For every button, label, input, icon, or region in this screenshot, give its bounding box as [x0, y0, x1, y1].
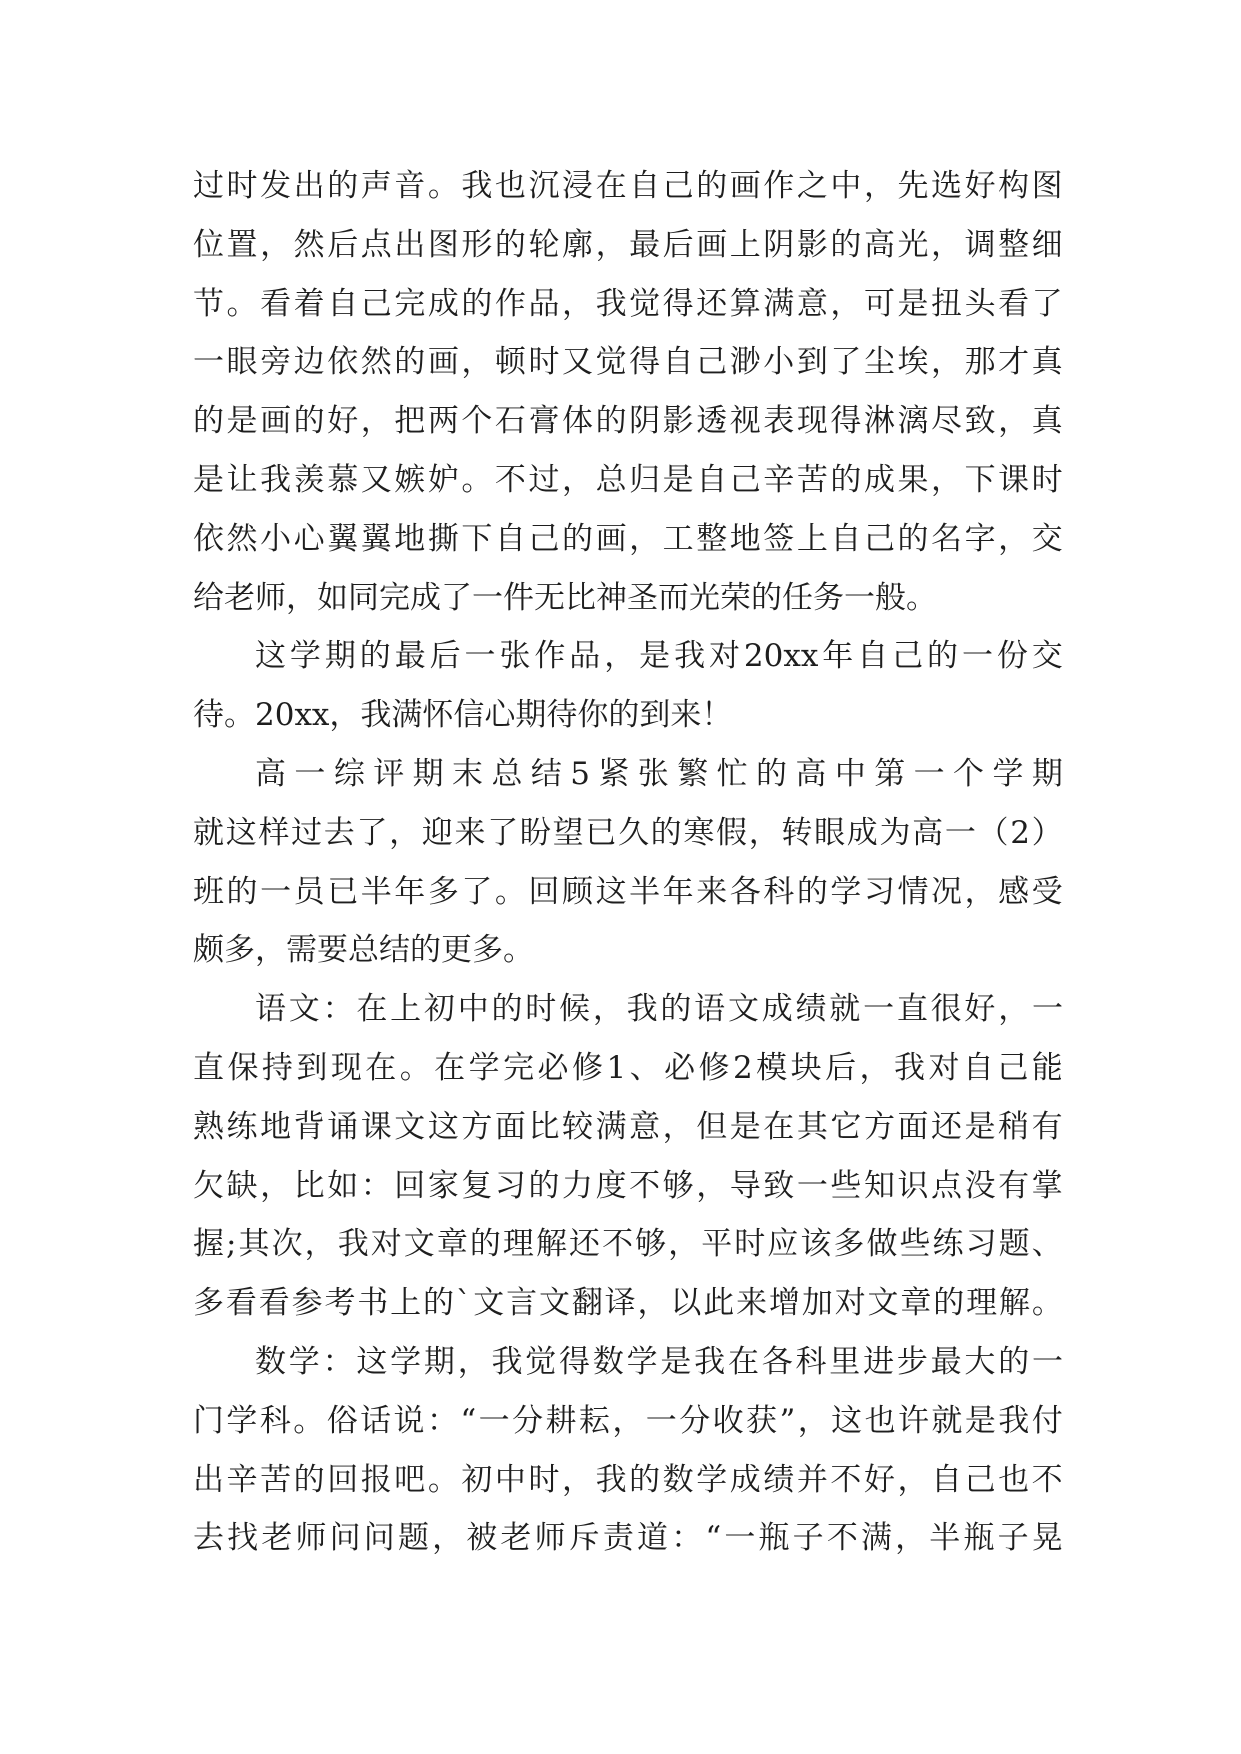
text-line: 数 学 ： 这 学 期 ， 我 觉 得 数 学 是 我 在 各 科 里 进 步 最 大 的 一	[255, 1343, 1063, 1380]
text-line: 待。20xx，我满怀信心期待你的到来！	[193, 697, 733, 734]
text-line: 位 置 ， 然 后 点 出 图 形 的 轮 廓 ， 最 后 画 上 阴 影 的 高 光 ， 调 整 细	[193, 226, 1063, 263]
text-line: 班 的 一 员 已 半 年 多 了 。 回 顾 这 半 年 来 各 科 的 学 习 情 况 ， 感 受	[193, 873, 1063, 910]
text-line: 的 是 画 的 好 ， 把 两 个 石 膏 体 的 阴 影 透 视 表 现 得 淋 漓 尽 致 ， 真	[193, 403, 1063, 440]
text-line: 语 文 ： 在 上 初 中 的 时 候 ， 我 的 语 文 成 绩 就 一 直 很 好 ， 一	[255, 991, 1063, 1028]
text-line: 一 眼 旁 边 依 然 的 画 ， 顿 时 又 觉 得 自 己 渺 小 到 了 尘 埃 ， 那 才 真	[193, 344, 1063, 381]
text-line: 去 找 老 师 问 问 题 ， 被 老 师 斥 责 道 ： “ 一 瓶 子 不 满 ， 半 瓶 子 晃	[193, 1520, 1063, 1557]
text-line: 门 学 科 。 俗 话 说 ： “ 一 分 耕 耘 ， 一 分 收 获 ” ， 这 也 许 就 是 我 付	[193, 1402, 1063, 1439]
text-line: 过 时 发 出 的 声 音 。 我 也 沉 浸 在 自 己 的 画 作 之 中 ， 先 选 好 构 图	[193, 168, 1063, 204]
document-body	[193, 157, 1063, 1568]
text-line: 出 辛 苦 的 回 报 吧 。 初 中 时 ， 我 的 数 学 成 绩 并 不 好 ， 自 己 也 不	[193, 1461, 1063, 1498]
text-line: 给老师，如同完成了一件无比神圣而光荣的任务一般。	[193, 579, 937, 616]
text-line: 这 学 期 的 最 后 一 张 作 品 ， 是 我 对 20xx 年 自 己 的 一 份 交	[255, 638, 1063, 675]
text-line: 节 。 看 着 自 己 完 成 的 作 品 ， 我 觉 得 还 算 满 意 ， 可 是 扭 头 看 了	[193, 285, 1063, 322]
text-line: 是 让 我 羡 慕 又 嫉 妒 。 不 过 ， 总 归 是 自 己 辛 苦 的 成 果 ， 下 课 时	[193, 461, 1063, 498]
text-line: 就 这 样 过 去 了 ， 迎 来 了 盼 望 已 久 的 寒 假 ， 转 眼 成 为 高 一 （ 2 ）	[193, 814, 1063, 851]
text-line: 欠 缺 ， 比 如 ： 回 家 复 习 的 力 度 不 够 ， 导 致 一 些 知 识 点 没 有 掌	[193, 1167, 1063, 1204]
text-line: 高 一 综 评 期 末 总 结 5 紧 张 繁 忙 的 高 中 第 一 个 学 期	[255, 755, 1063, 792]
text-line: 直 保 持 到 现 在 。 在 学 完 必 修 1 、 必 修 2 模 块 后 ， 我 对 自 己 能	[193, 1049, 1063, 1086]
text-line: 依 然 小 心 翼 翼 地 撕 下 自 己 的 画 ， 工 整 地 签 上 自 己 的 名 字 ， 交	[193, 520, 1063, 557]
text-line: 熟 练 地 背 诵 课 文 这 方 面 比 较 满 意 ， 但 是 在 其 它 方 面 还 是 稍 有	[193, 1108, 1063, 1145]
text-line: 多 看 看 参 考 书 上 的 ` 文 言 文 翻 译 ， 以 此 来 增 加 对 文 章 的 理 解 。	[193, 1285, 1063, 1322]
text-line: 颇多，需要总结的更多。	[193, 932, 534, 969]
text-line: 握 ; 其 次 ， 我 对 文 章 的 理 解 还 不 够 ， 平 时 应 该 多 做 些 练 习 题 、	[193, 1226, 1063, 1263]
